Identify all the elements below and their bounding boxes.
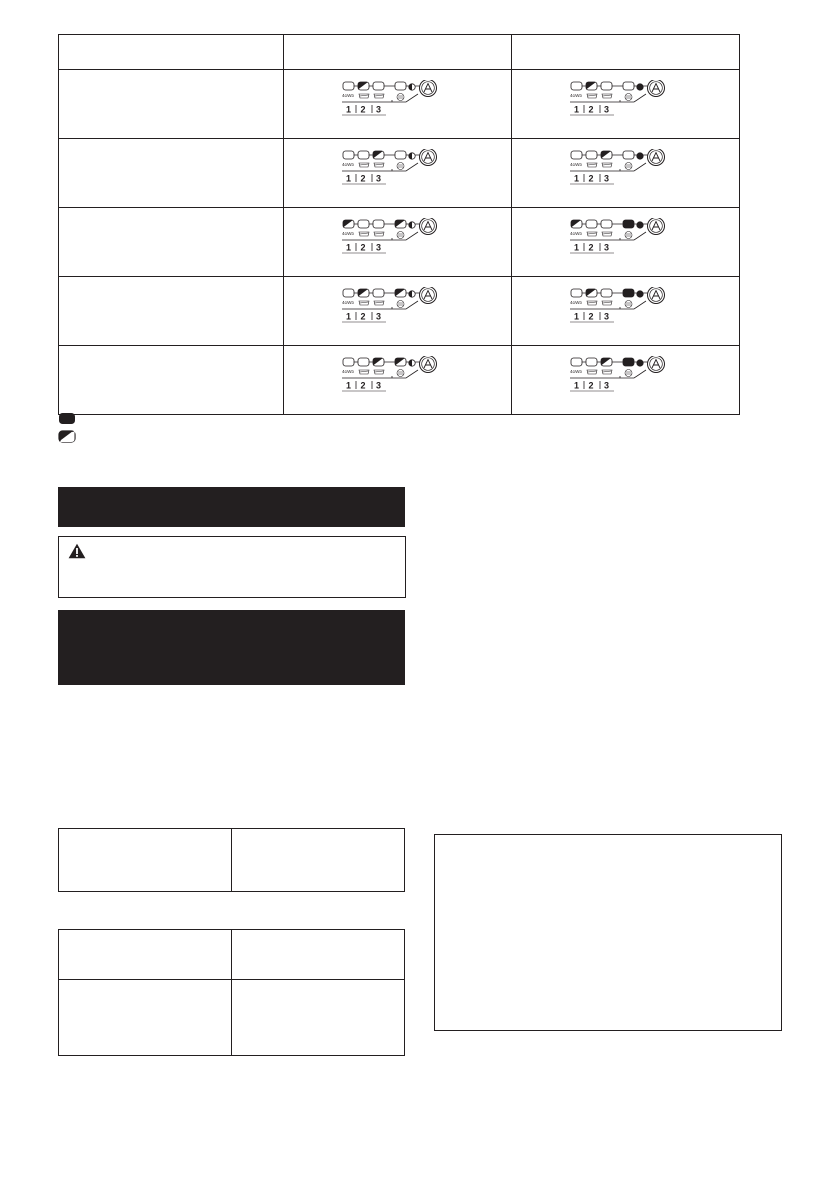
svg-text:1: 1 bbox=[573, 242, 579, 252]
panel-cell bbox=[512, 277, 740, 346]
panel-cell bbox=[512, 70, 740, 139]
svg-text:4ɢWᴅ: 4ɢWᴅ bbox=[569, 299, 582, 305]
spec-table-2 bbox=[58, 929, 405, 1056]
panel-cell bbox=[284, 277, 512, 346]
header-cell-label bbox=[59, 35, 284, 70]
row-label bbox=[59, 346, 284, 415]
svg-text:4ɢWᴅ: 4ɢWᴅ bbox=[341, 368, 354, 374]
spec-table-1 bbox=[58, 828, 405, 892]
legend-blinking bbox=[58, 430, 76, 443]
table-row bbox=[59, 70, 740, 139]
legend-lit bbox=[58, 412, 76, 425]
svg-text:3: 3 bbox=[375, 380, 381, 390]
lamp-blinking-icon bbox=[58, 430, 76, 443]
control-panel-icon bbox=[342, 218, 454, 262]
control-panel-icon bbox=[342, 356, 454, 400]
svg-text:3: 3 bbox=[603, 311, 609, 321]
control-panel-icon bbox=[570, 218, 682, 262]
row-label bbox=[59, 277, 284, 346]
svg-text:3: 3 bbox=[375, 173, 381, 183]
svg-text:2: 2 bbox=[360, 173, 366, 183]
svg-text:2: 2 bbox=[360, 311, 366, 321]
svg-text:4ɢWᴅ: 4ɢWᴅ bbox=[341, 299, 354, 305]
svg-text:4ɢWᴅ: 4ɢWᴅ bbox=[569, 161, 582, 167]
control-panel-icon bbox=[570, 149, 682, 193]
panel-cell bbox=[512, 139, 740, 208]
svg-text:3: 3 bbox=[603, 242, 609, 252]
table-cell bbox=[232, 980, 405, 1056]
control-panel-icon bbox=[342, 80, 454, 124]
table-row bbox=[59, 829, 405, 892]
svg-text:4ɢWᴅ: 4ɢWᴅ bbox=[341, 161, 354, 167]
control-panel-icon bbox=[570, 287, 682, 331]
panel-cell bbox=[284, 70, 512, 139]
warning-box bbox=[58, 536, 406, 598]
table-row bbox=[59, 930, 405, 980]
svg-text:2: 2 bbox=[588, 173, 594, 183]
control-panel-icon bbox=[570, 80, 682, 124]
svg-text:1: 1 bbox=[573, 173, 579, 183]
svg-text:2: 2 bbox=[588, 104, 594, 114]
svg-text:2: 2 bbox=[588, 311, 594, 321]
table-row bbox=[59, 208, 740, 277]
svg-text:2: 2 bbox=[588, 380, 594, 390]
row-label bbox=[59, 70, 284, 139]
control-panel-icon bbox=[570, 356, 682, 400]
section-heading-bar bbox=[58, 487, 405, 527]
note-box bbox=[434, 834, 782, 1031]
panel-cell bbox=[512, 208, 740, 277]
header-cell-a bbox=[284, 35, 512, 70]
svg-text:1: 1 bbox=[573, 380, 579, 390]
mode-table bbox=[58, 34, 740, 415]
svg-text:2: 2 bbox=[360, 380, 366, 390]
svg-text:3: 3 bbox=[375, 242, 381, 252]
table-cell bbox=[59, 829, 232, 892]
svg-text:4ɢWᴅ: 4ɢWᴅ bbox=[569, 92, 582, 98]
svg-text:1: 1 bbox=[573, 311, 579, 321]
svg-text:3: 3 bbox=[375, 104, 381, 114]
svg-text:4ɢWᴅ: 4ɢWᴅ bbox=[341, 92, 354, 98]
panel-cell bbox=[512, 346, 740, 415]
row-label bbox=[59, 139, 284, 208]
table-row bbox=[59, 980, 405, 1056]
header-cell-b bbox=[512, 35, 740, 70]
svg-text:3: 3 bbox=[603, 104, 609, 114]
table-row bbox=[59, 277, 740, 346]
svg-text:2: 2 bbox=[360, 104, 366, 114]
svg-text:3: 3 bbox=[375, 311, 381, 321]
panel-cell bbox=[284, 346, 512, 415]
table-cell bbox=[59, 930, 232, 980]
svg-text:1: 1 bbox=[573, 104, 579, 114]
svg-text:4ɢWᴅ: 4ɢWᴅ bbox=[569, 230, 582, 236]
table-cell bbox=[232, 930, 405, 980]
svg-text:3: 3 bbox=[603, 380, 609, 390]
table-row bbox=[59, 139, 740, 208]
control-panel-icon bbox=[342, 149, 454, 193]
control-panel-icon bbox=[342, 287, 454, 331]
svg-text:2: 2 bbox=[588, 242, 594, 252]
svg-text:3: 3 bbox=[603, 173, 609, 183]
table-header-row bbox=[59, 35, 740, 70]
panel-cell bbox=[284, 139, 512, 208]
svg-text:1: 1 bbox=[345, 242, 351, 252]
table-row bbox=[59, 346, 740, 415]
svg-text:4ɢWᴅ: 4ɢWᴅ bbox=[341, 230, 354, 236]
svg-text:1: 1 bbox=[345, 104, 351, 114]
panel-cell bbox=[284, 208, 512, 277]
warning-triangle-icon bbox=[68, 543, 86, 559]
table-cell bbox=[59, 980, 232, 1056]
lamp-lit-icon bbox=[58, 412, 76, 425]
row-label bbox=[59, 208, 284, 277]
svg-text:1: 1 bbox=[345, 311, 351, 321]
svg-text:1: 1 bbox=[345, 173, 351, 183]
svg-text:2: 2 bbox=[360, 242, 366, 252]
svg-text:4ɢWᴅ: 4ɢWᴅ bbox=[569, 368, 582, 374]
section-heading-block bbox=[58, 610, 405, 685]
svg-text:1: 1 bbox=[345, 380, 351, 390]
table-cell bbox=[232, 829, 405, 892]
